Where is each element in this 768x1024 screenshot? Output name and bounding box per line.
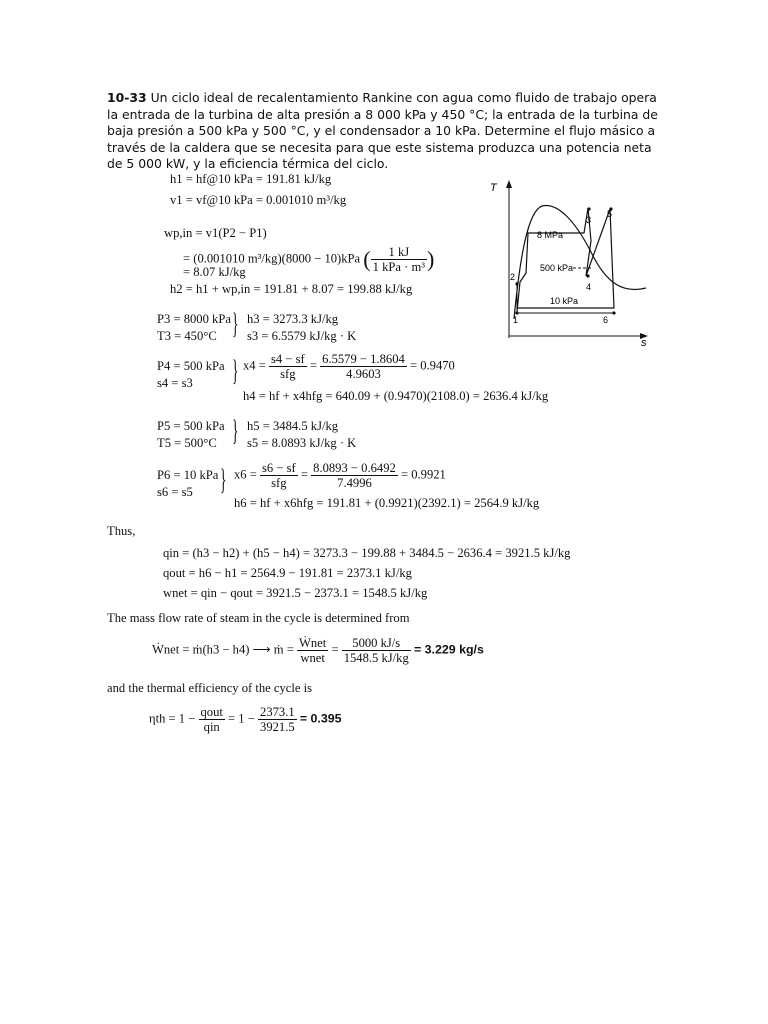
label-p-low: 10 kPa — [550, 296, 579, 306]
eq-mdot-lhs: Ẇnet = ṁ(h3 − h4) ⟶ ṁ = — [152, 642, 294, 657]
eq-h2: h2 = h1 + wp,in = 191.81 + 8.07 = 199.88 kJ/kg — [170, 282, 413, 296]
thus-label: Thus, — [107, 524, 136, 538]
state5-entropy: s5 = 8.0893 kJ/kg · K — [247, 436, 357, 450]
eq-x6 — [234, 461, 446, 490]
eq-x6-frac2 — [311, 461, 398, 490]
eq-wnet: wnet = qin − qout = 3921.5 − 2373.1 = 1548.5 kJ/kg — [163, 586, 428, 600]
point-2 — [515, 282, 518, 285]
state3-temperature: T3 = 450°C — [157, 329, 217, 343]
label-p-high: 8 MPa — [537, 230, 564, 240]
saturation-dome — [514, 205, 646, 319]
eq-wp-line1: wp,in = v1(P2 − P1) — [164, 226, 267, 240]
s-axis-label: s — [641, 337, 647, 348]
eq-x6-frac1 — [260, 461, 298, 490]
eq-wp-fraction — [371, 245, 427, 274]
problem-text: Un ciclo ideal de recalentamiento Rankine con agua como fluido de trabajo opera la entrada de la turbina de alta presión a 8 000 kPa y 450 °C; la entrada de la turbina de baja presión a 500 kPa y 500 °C, y el condensador a 10 kPa. Determine el flujo másico a través de la caldera que se necesita para que este sistema produzca una potencia neta de 5 000 kW, y la eficiencia térmica del ciclo. — [107, 90, 658, 172]
eq-mdot-num: Ẇnet — [299, 636, 327, 650]
point-4 — [586, 274, 589, 277]
eq-eta-mid: = 1 − — [228, 711, 255, 726]
eq-x4-result: = 0.9470 — [409, 358, 455, 373]
label-pt6: 6 — [603, 315, 609, 325]
eq-x4-num: s4 − sf — [271, 352, 305, 366]
eq-x6-eq: = — [300, 467, 308, 482]
problem-number: 10-33 — [107, 90, 147, 105]
eq-x4-frac2 — [320, 352, 407, 381]
state5-enthalpy: h5 = 3484.5 kJ/kg — [247, 419, 339, 433]
eq-mdot-num2: 5000 kJ/s — [342, 636, 411, 651]
eq-mdot-frac2 — [342, 636, 411, 665]
label-pt3: 3 — [586, 215, 592, 225]
label-pt5: 5 — [607, 209, 613, 219]
eq-mdot-den2: 1548.5 kJ/kg — [343, 651, 409, 665]
mass-flow-answer: = 3.229 kg/s — [413, 642, 484, 657]
eq-qin: qin = (h3 − h2) + (h5 − h4) = 3273.3 − 199.88 + 3484.5 − 2636.4 = 3921.5 kJ/kg — [163, 546, 571, 560]
eq-h6: h6 = hf + x6hfg = 191.81 + (0.9921)(2392.1) = 2564.9 kJ/kg — [234, 496, 540, 510]
eq-x6-num2: 8.0893 − 0.6492 — [313, 461, 396, 475]
eq-x4-den2: 4.9603 — [346, 367, 381, 381]
eq-eta — [149, 705, 342, 734]
eq-x4-eq: = — [309, 358, 317, 373]
eq-wp-frac-den: 1 kPa · m³ — [372, 260, 426, 274]
point-3 — [587, 207, 590, 210]
ts-diagram — [480, 176, 660, 348]
eq-eta-frac2 — [258, 705, 297, 734]
brace-5: } — [232, 414, 239, 447]
t-axis-arrow — [506, 180, 512, 188]
t-axis-label: T — [490, 182, 497, 194]
eq-eta-num2: 2373.1 — [260, 705, 295, 719]
eq-wp-line2: = (0.001010 m³/kg)(8000 − 10)kPa ( $\frac{1 kJ}{\text{1 kPa · m³}}$ ) — [183, 245, 435, 274]
eq-wp-line3: = 8.07 kJ/kg — [183, 265, 246, 279]
point-6 — [612, 311, 615, 314]
eq-mdot — [152, 636, 484, 665]
eq-x6-lhs: x6 = — [234, 467, 257, 482]
eq-x4-num2: 6.5579 − 1.8604 — [322, 352, 405, 366]
eq-x4-lhs: x4 = — [243, 358, 266, 373]
eq-x6-num: s6 − sf — [262, 461, 296, 475]
eq-mdot-frac1 — [297, 636, 328, 665]
eq-eta-den: qin — [203, 720, 220, 734]
eq-x6-result: = 0.9921 — [400, 467, 446, 482]
eq-mdot-eq: = — [331, 642, 339, 657]
state3-enthalpy: h3 = 3273.3 kJ/kg — [247, 312, 339, 326]
mass-flow-text: The mass flow rate of steam in the cycle is determined from — [107, 611, 410, 625]
eq-wp-frac-num: 1 kJ — [371, 245, 427, 260]
state6-pressure: P6 = 10 kPa — [157, 468, 219, 482]
label-pt4: 4 — [586, 282, 592, 292]
state3-pressure: P3 = 8000 kPa — [157, 312, 231, 326]
state5-temperature: T5 = 500°C — [157, 436, 217, 450]
eq-x6-den: sfg — [271, 476, 287, 490]
state5-pressure: P5 = 500 kPa — [157, 419, 225, 433]
eq-h1: h1 = hf@10 kPa = 191.81 kJ/kg — [170, 172, 332, 186]
state4-pressure: P4 = 500 kPa — [157, 359, 225, 373]
state4-entropy: s4 = s3 — [157, 376, 193, 390]
eq-eta-lhs: ηth = 1 − — [149, 711, 196, 726]
state3-entropy: s3 = 6.5579 kJ/kg · K — [247, 329, 357, 343]
brace-4: } — [232, 354, 239, 387]
eq-wp-line2-text: = (0.001010 m³/kg)(8000 − 10)kPa — [183, 251, 361, 266]
eq-x6-den2: 7.4996 — [337, 476, 372, 490]
label-p-mid: 500 kPa — [540, 263, 574, 273]
brace-6: } — [220, 463, 227, 496]
brace-3: } — [232, 307, 239, 340]
eq-x4-frac1 — [269, 352, 307, 381]
eq-mdot-den: wnet — [300, 651, 325, 665]
eq-v1: v1 = vf@10 kPa = 0.001010 m³/kg — [170, 193, 347, 207]
eq-h4: h4 = hf + x4hfg = 640.09 + (0.9470)(2108.0) = 2636.4 kJ/kg — [243, 389, 549, 403]
problem-statement — [107, 90, 667, 173]
state6-entropy: s6 = s5 — [157, 485, 193, 499]
eq-x4-den: sfg — [280, 367, 296, 381]
label-pt2: 2 — [510, 272, 516, 282]
efficiency-answer: = 0.395 — [299, 711, 342, 726]
eq-eta-den2: 3921.5 — [260, 720, 295, 734]
eq-qout: qout = h6 − h1 = 2564.9 − 191.81 = 2373.1 kJ/kg — [163, 566, 412, 580]
efficiency-text: and the thermal efficiency of the cycle is — [107, 681, 313, 695]
eq-eta-frac1 — [199, 705, 225, 734]
eq-eta-num: qout — [200, 705, 223, 719]
eq-x4 — [243, 352, 455, 381]
label-pt1: 1 — [513, 315, 519, 325]
